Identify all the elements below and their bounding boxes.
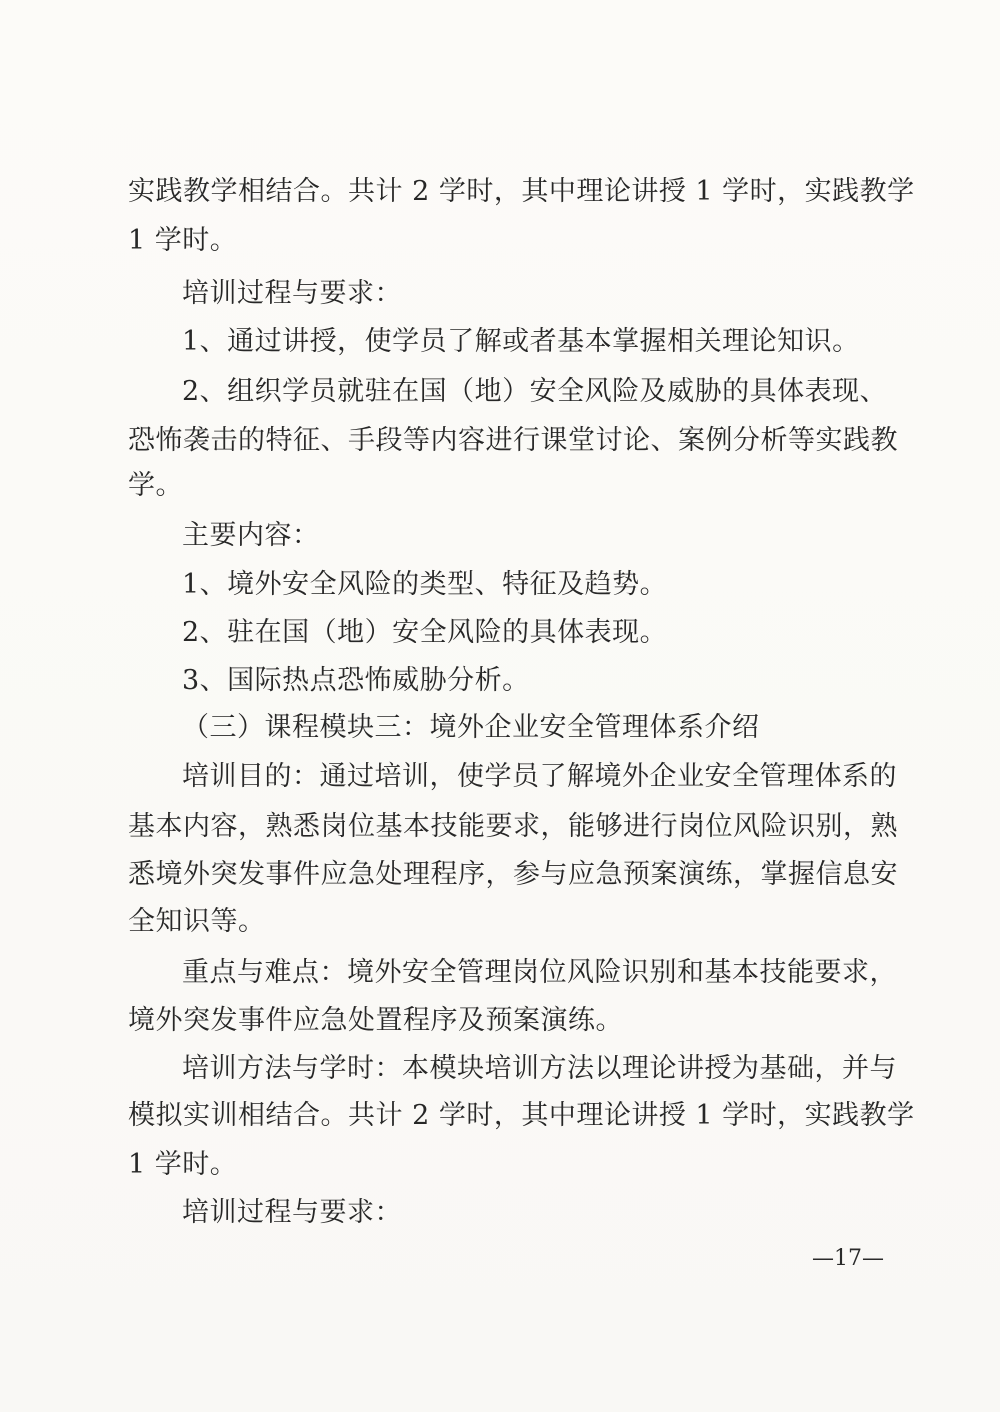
text-line-2: 1 学时。: [128, 225, 238, 256]
section-label-main-content: 主要内容：: [182, 520, 320, 551]
section-label-training-process-2: 培训过程与要求：: [182, 1197, 402, 1228]
module-heading: （三）课程模块三：境外企业安全管理体系介绍: [182, 712, 760, 743]
page-number: —17—: [812, 1246, 884, 1271]
section-label-training-process-1: 培训过程与要求：: [182, 278, 402, 309]
text-line-6: 恐怖袭击的特征、手段等内容进行课堂讨论、案例分析等实践教: [128, 425, 898, 456]
key-points-line-1: 重点与难点：境外安全管理岗位风险识别和基本技能要求，: [182, 957, 897, 988]
key-points-line-2: 境外突发事件应急处置程序及预案演练。: [128, 1005, 623, 1036]
training-goal-line-2: 基本内容，熟悉岗位基本技能要求，能够进行岗位风险识别，熟: [128, 811, 898, 842]
list-item-2: 2、组织学员就驻在国（地）安全风险及威胁的具体表现、: [182, 376, 888, 407]
method-hours-line-1: 培训方法与学时：本模块培训方法以理论讲授为基础，并与: [182, 1053, 897, 1084]
content-item-1: 1、境外安全风险的类型、特征及趋势。: [182, 569, 668, 600]
training-goal-line-1: 培训目的：通过培训，使学员了解境外企业安全管理体系的: [182, 761, 897, 792]
content-item-3: 3、国际热点恐怖威胁分析。: [182, 665, 530, 696]
training-goal-line-4: 全知识等。: [128, 906, 266, 937]
text-line-1: 实践教学相结合。共计 2 学时，其中理论讲授 1 学时，实践教学: [128, 176, 915, 207]
text-line-7: 学。: [128, 470, 183, 501]
method-hours-line-3: 1 学时。: [128, 1149, 238, 1180]
training-goal-line-3: 悉境外突发事件应急处理程序，参与应急预案演练，掌握信息安: [128, 859, 898, 890]
list-item-1: 1、通过讲授，使学员了解或者基本掌握相关理论知识。: [182, 326, 860, 357]
content-item-2: 2、驻在国（地）安全风险的具体表现。: [182, 617, 668, 648]
method-hours-line-2: 模拟实训相结合。共计 2 学时，其中理论讲授 1 学时，实践教学: [128, 1100, 915, 1131]
